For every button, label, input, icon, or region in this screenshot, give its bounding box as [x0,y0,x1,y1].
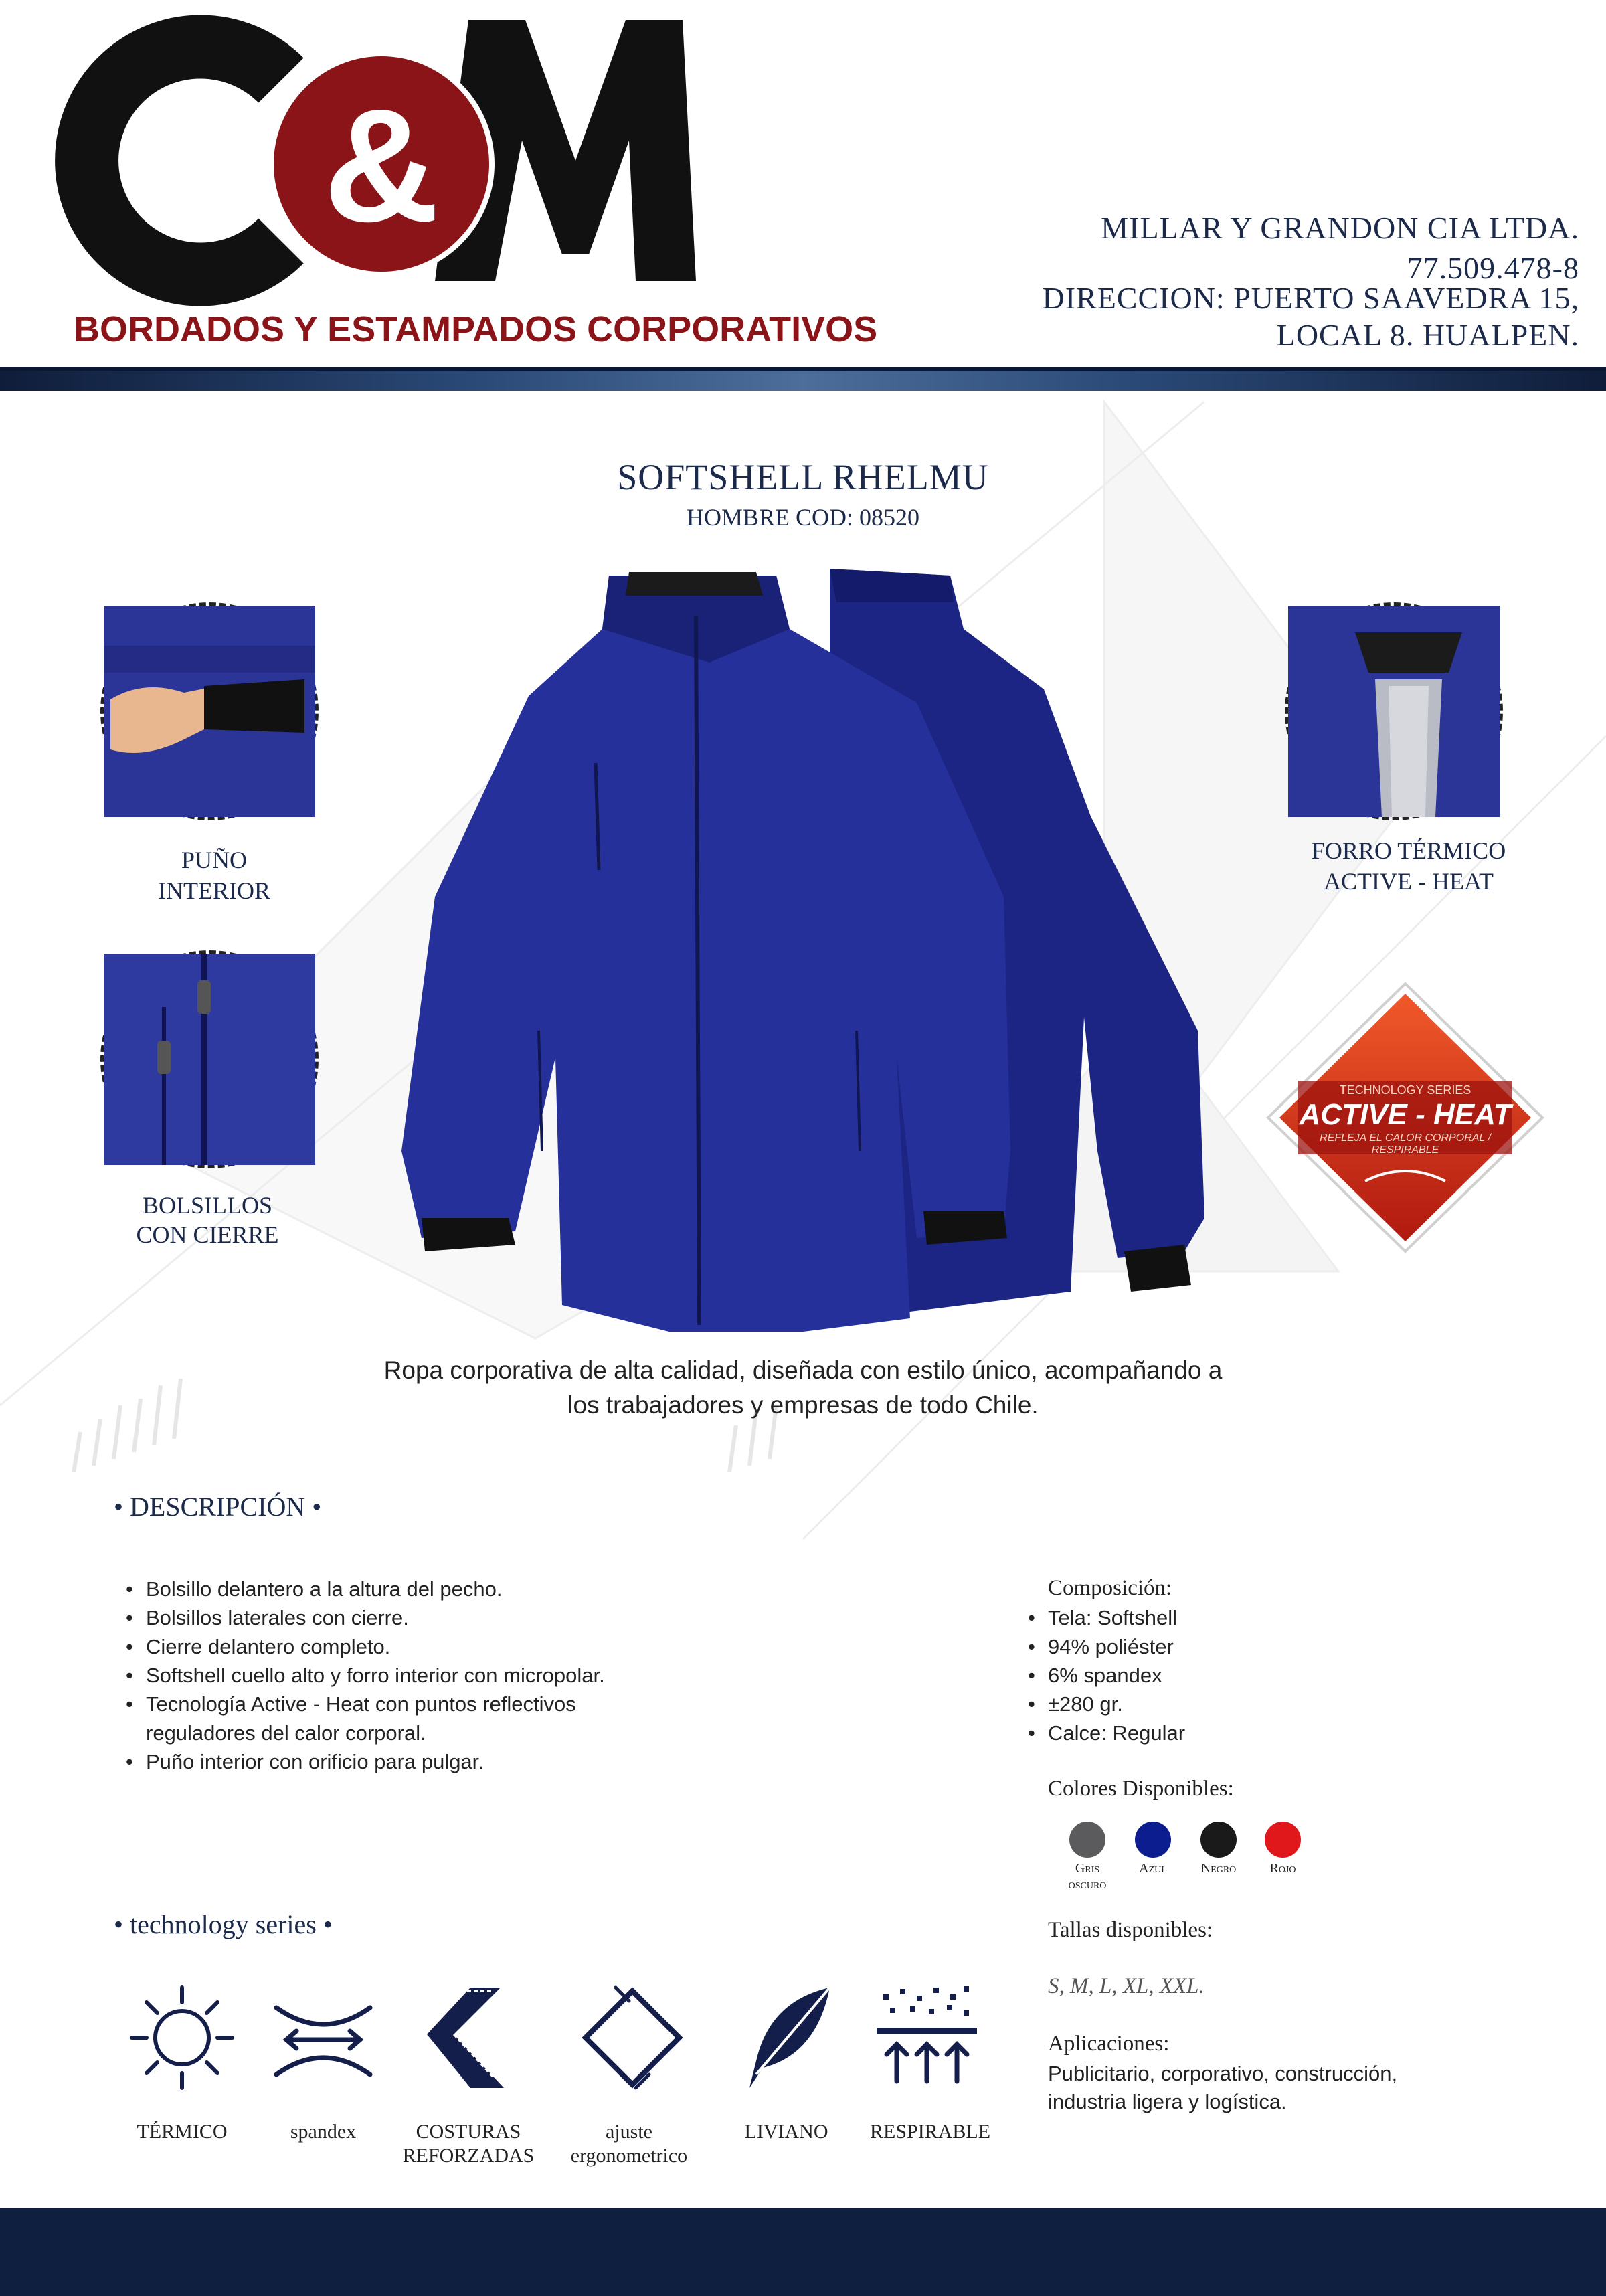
label-pockets-line1: BOLSILLOS [142,1192,272,1219]
list-item: • Bolsillo delantero a la altura del pecho. [120,1575,923,1603]
badge-series: TECHNOLOGY SERIES [1339,1083,1471,1097]
label-lining-line1: FORRO TÉRMICO [1311,837,1506,864]
swatch-label-gris [1056,1860,1119,1892]
label-lining-line2: ACTIVE - HEAT [1324,868,1494,895]
company-rut: 77.509.478-8 [1407,251,1579,285]
tech-label-costuras [395,2120,542,2168]
list-item: • Cierre delantero completo. [120,1632,923,1661]
technology-heading-text: technology series [130,1909,317,1939]
product-name: SOFTSHELL RHELMU [617,457,989,497]
swatch-dot [1069,1822,1105,1858]
description-list [120,1575,923,1776]
color-swatch-azul[interactable] [1135,1822,1171,1858]
sizes-value: S, M, L, XL, XXL. [1048,1974,1204,1998]
color-swatch-gris[interactable] [1069,1822,1105,1858]
swatch-label-negro: Negro [1200,1861,1237,1876]
tech-label-line1: COSTURAS [416,2121,521,2143]
color-swatch-rojo[interactable] [1265,1822,1301,1858]
header-band [0,367,1606,391]
sizes-heading: Tallas disponibles: [1048,1918,1213,1942]
list-item [120,1690,923,1747]
label-cuff-line2: INTERIOR [158,877,270,904]
colors-heading: Colores Disponibles: [1048,1777,1234,1801]
breathable-icon [870,1981,984,2095]
cuff-detail-image [104,606,315,817]
detail-circle-cuff [100,602,319,820]
swatch-name: Gris [1075,1861,1100,1876]
logo-ampersand: & [323,76,440,255]
list-item: • 6% spandex [1022,1661,1424,1690]
tech-label-line1: ajuste [606,2121,652,2143]
seam-icon [414,1981,527,2095]
pocket-zipper-image [104,954,315,1165]
applications-line2: industria ligera y logística. [1048,2090,1287,2113]
applications-line1: Publicitario, corporativo, construcción, [1048,2062,1398,2085]
company-name: MILLAR Y GRANDON CIA LTDA. [1101,211,1579,245]
product-image-jackets [361,549,1245,1338]
thermal-lining-image [1288,606,1500,817]
label-cuff-line1: PUÑO [181,847,247,873]
swatch-dot [1200,1822,1237,1858]
tagline-line1: Ropa corporativa de alta calidad, diseñada con estilo único, acompañando a [383,1356,1223,1384]
active-heat-badge [1265,980,1546,1255]
list-item: • Bolsillos laterales con cierre. [120,1603,923,1632]
logo-tagline: BORDADOS Y ESTAMPADOS CORPORATIVOS [74,309,878,349]
list-item-text: Tecnología Active - Heat con puntos reflectivos [146,1692,576,1716]
product-code: HOMBRE COD: 08520 [686,504,920,531]
description-heading: • DESCRIPCIÓN • [114,1492,322,1522]
stretch-arrows-icon [266,1981,380,2095]
tech-label-line2: ergonometrico [570,2145,688,2167]
tagline [201,1353,1405,1423]
feather-icon [729,1981,843,2095]
list-item-continuation: reguladores del calor corporal. [146,1721,426,1745]
tech-label-ajuste [549,2120,709,2168]
label-pockets-line2: CON CIERRE [136,1221,279,1248]
detail-circle-pockets [100,950,319,1168]
technology-heading: • technology series • [114,1909,333,1939]
swatch-label-rojo: Rojo [1269,1861,1296,1876]
list-item: • Softshell cuello alto y forro interior con micropolar. [120,1661,923,1690]
company-logo [60,7,878,355]
company-address-line2: LOCAL 8. HUALPEN. [1276,318,1579,352]
color-swatch-negro[interactable] [1200,1822,1237,1858]
tech-label-liviano: LIVIANO [744,2121,828,2143]
badge-sub2: RESPIRABLE [1371,1144,1439,1156]
list-item: • ±280 gr. [1022,1690,1424,1718]
list-item: • 94% poliéster [1022,1632,1424,1661]
swatch-label-azul: Azul [1139,1861,1167,1876]
tech-label-respirable: RESPIRABLE [869,2121,991,2143]
ergonomic-frame-icon [575,1981,689,2095]
list-item: • Calce: Regular [1022,1718,1424,1747]
sun-icon [125,1981,239,2095]
description-heading-text: DESCRIPCIÓN [130,1492,306,1522]
badge-title: ACTIVE - HEAT [1299,1098,1512,1131]
company-address-line1: DIRECCION: PUERTO SAAVEDRA 15, [1042,281,1579,315]
composition-heading: Composición: [1048,1576,1172,1600]
composition-list [1022,1603,1424,1747]
swatch-dot [1135,1822,1171,1858]
badge-sub1: REFLEJA EL CALOR CORPORAL / [1320,1132,1491,1144]
list-item: • Puño interior con orificio para pulgar. [120,1747,923,1776]
tech-label-termico: TÉRMICO [137,2121,228,2143]
applications-heading: Aplicaciones: [1048,2032,1170,2056]
tagline-line2: los trabajadores y empresas de todo Chile. [567,1391,1039,1419]
swatch-dot [1265,1822,1301,1858]
tech-label-spandex: spandex [290,2121,357,2143]
detail-circle-lining [1285,602,1503,820]
swatch-name2: oscuro [1068,1877,1107,1892]
footer-band [0,2208,1606,2296]
list-item: • Tela: Softshell [1022,1603,1424,1632]
tech-label-line2: REFORZADAS [402,2145,535,2167]
